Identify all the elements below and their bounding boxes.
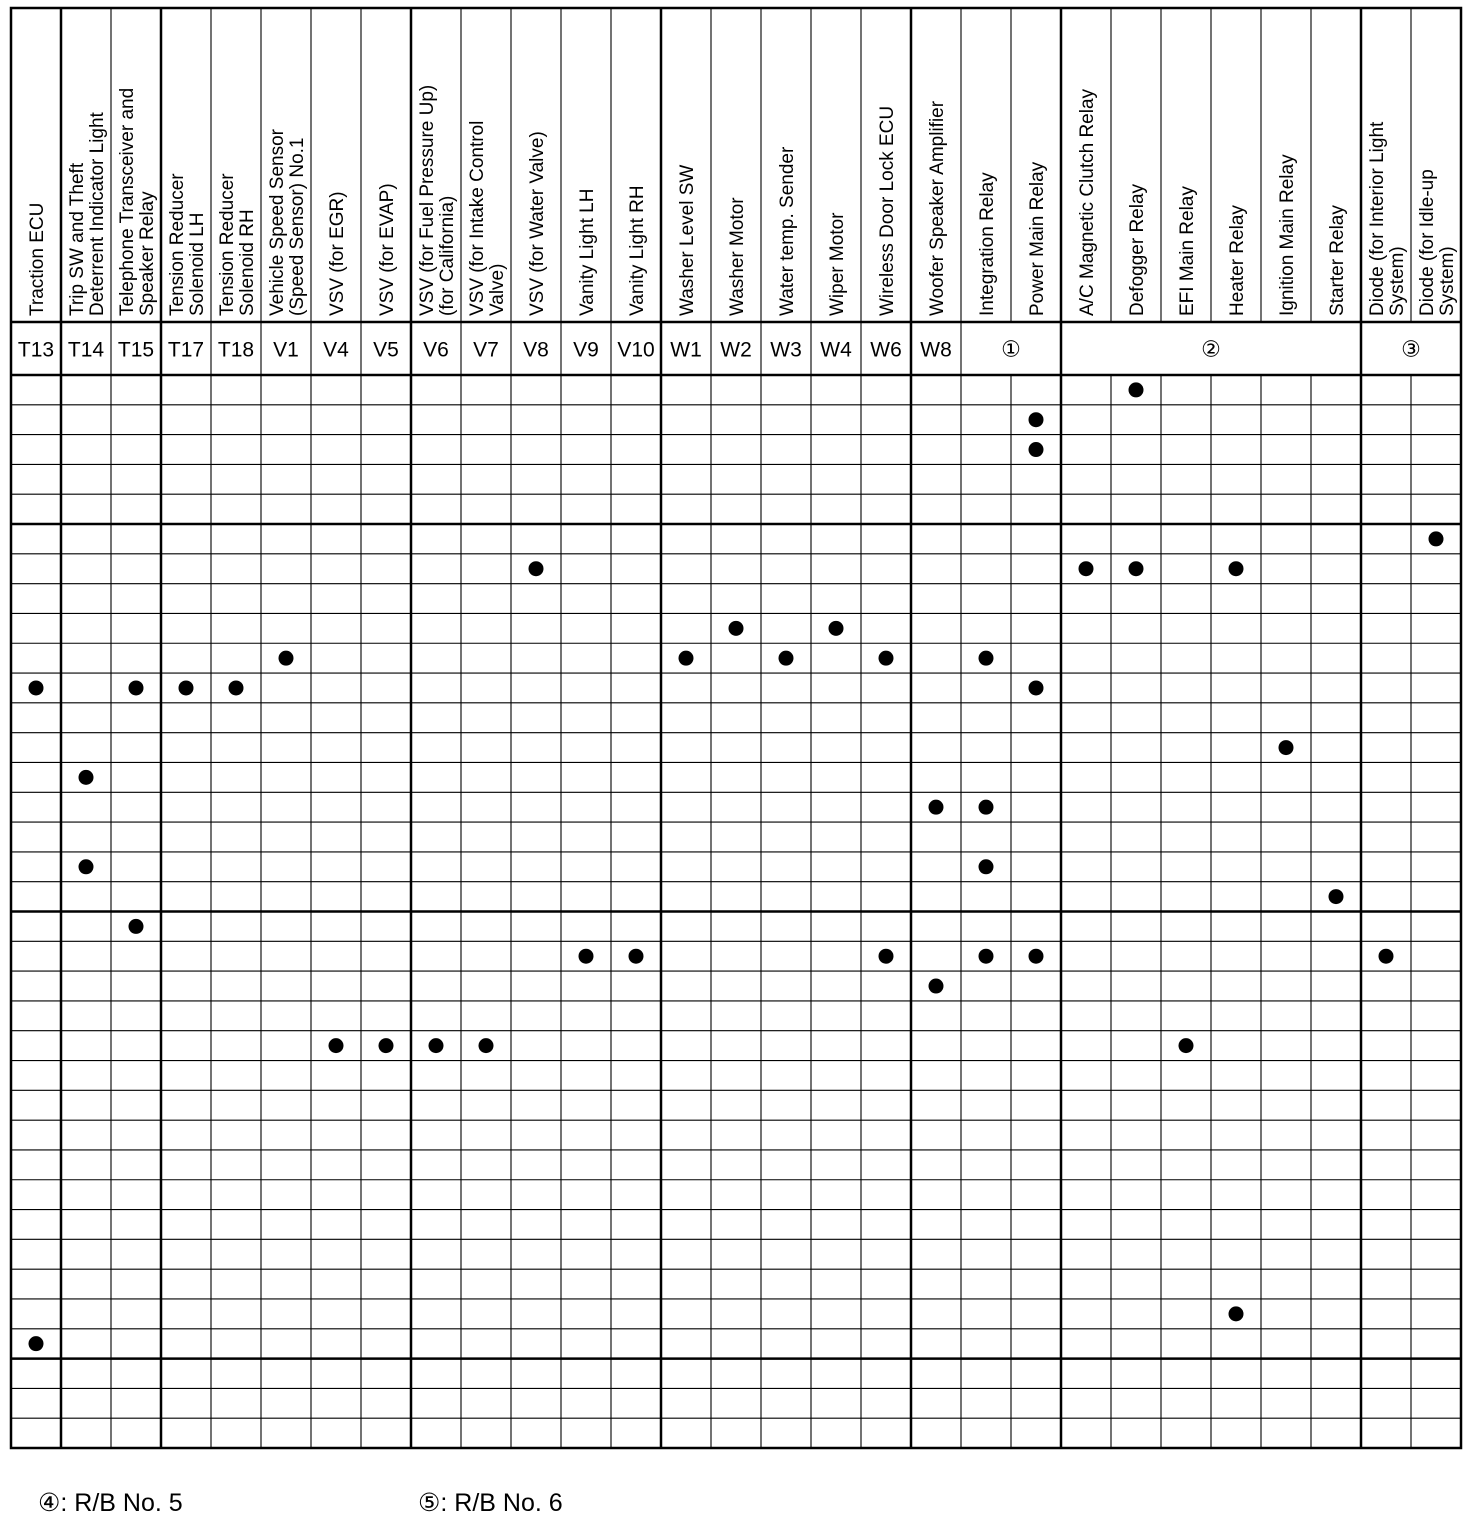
- connection-dot: [579, 949, 594, 964]
- connector-code: W6: [870, 338, 902, 362]
- column-header-label: Diode (for Interior Light: [1367, 121, 1388, 316]
- connection-dot: [279, 651, 294, 666]
- column-header-label: Tension Reducer: [217, 173, 238, 316]
- column-header-label: Speaker Relay: [137, 191, 158, 316]
- connector-code: V7: [473, 338, 499, 362]
- column-header-label: System): [1387, 246, 1408, 316]
- group-marker: ①: [1001, 337, 1021, 363]
- connection-dot: [1229, 561, 1244, 576]
- connector-code: T18: [217, 338, 255, 362]
- column-header-label: Solenoid RH: [237, 209, 258, 316]
- connection-dot: [1029, 949, 1044, 964]
- connection-dot: [979, 949, 994, 964]
- footnote-rb-5: ④: R/B No. 5: [38, 1489, 183, 1517]
- connector-code: V6: [423, 338, 449, 362]
- column-header-label: Valve): [487, 263, 508, 316]
- column-header-label: Deterrent Indicator Light: [87, 112, 108, 316]
- column-header-label: Starter Relay: [1327, 205, 1348, 316]
- connection-dot: [679, 651, 694, 666]
- column-header-label: Woofer Speaker Amplifier: [927, 100, 948, 316]
- connector-code: W2: [720, 338, 752, 362]
- connector-code: W3: [770, 338, 802, 362]
- connection-dot: [129, 919, 144, 934]
- connection-dot: [79, 859, 94, 874]
- column-header-label: Telephone Transceiver and: [117, 87, 138, 316]
- column-header-label: Heater Relay: [1227, 205, 1248, 316]
- connector-code: W1: [670, 338, 702, 362]
- column-header-label: Diode (for Idle-up: [1417, 169, 1438, 316]
- connection-dot: [829, 621, 844, 636]
- column-header-label: Ignition Main Relay: [1277, 154, 1298, 316]
- column-header-label: Wiper Motor: [827, 212, 848, 316]
- connector-code: T17: [167, 338, 205, 362]
- column-header-label: Traction ECU: [27, 202, 48, 316]
- connection-dot: [179, 680, 194, 695]
- connection-dot: [29, 1336, 44, 1351]
- column-header-label: Trip SW and Theft: [67, 162, 88, 316]
- connector-code: V10: [617, 338, 655, 362]
- connection-dot: [1329, 889, 1344, 904]
- column-header-label: Wireless Door Lock ECU: [877, 105, 898, 316]
- connection-dot: [29, 680, 44, 695]
- connection-dot: [1229, 1306, 1244, 1321]
- connector-code: V4: [323, 338, 349, 362]
- connection-dot: [79, 770, 94, 785]
- column-header-label: Integration Relay: [977, 172, 998, 316]
- column-header-label: System): [1437, 246, 1458, 316]
- connection-dot: [929, 800, 944, 815]
- column-header-label: VSV (for EVAP): [377, 183, 398, 316]
- connector-code: V9: [573, 338, 599, 362]
- group-marker: ②: [1201, 337, 1221, 363]
- column-header-label: A/C Magnetic Clutch Relay: [1077, 88, 1098, 316]
- connection-dot: [879, 651, 894, 666]
- connection-dot: [1279, 740, 1294, 755]
- connection-dot: [1029, 442, 1044, 457]
- column-header-label: Vehicle Speed Sensor: [267, 129, 288, 316]
- connector-code: W8: [920, 338, 952, 362]
- connection-dot: [729, 621, 744, 636]
- column-header-label: Washer Motor: [727, 197, 748, 316]
- connection-dot: [629, 949, 644, 964]
- connection-dot: [1029, 680, 1044, 695]
- column-header-label: (for California): [437, 195, 458, 316]
- connection-dot: [1429, 531, 1444, 546]
- connection-dot: [1129, 382, 1144, 397]
- connection-dot: [129, 680, 144, 695]
- column-header-label: Vanity Light RH: [627, 185, 648, 316]
- connection-dot: [329, 1038, 344, 1053]
- connection-dot: [1179, 1038, 1194, 1053]
- connector-code: V8: [523, 338, 549, 362]
- connector-code: V5: [373, 338, 399, 362]
- connection-dot: [979, 651, 994, 666]
- column-header-label: Water temp. Sender: [777, 146, 798, 316]
- connector-code: T15: [117, 338, 155, 362]
- connector-code: V1: [273, 338, 299, 362]
- column-header-label: VSV (for Water Valve): [527, 131, 548, 316]
- column-header-label: Tension Reducer: [167, 173, 188, 316]
- column-header-label: Defogger Relay: [1127, 183, 1148, 316]
- connection-dot: [1379, 949, 1394, 964]
- connection-dot: [429, 1038, 444, 1053]
- group-marker: ③: [1401, 337, 1421, 363]
- connection-dot: [1079, 561, 1094, 576]
- column-header-label: (Speed Sensor) No.1: [287, 137, 308, 316]
- column-header-label: Solenoid LH: [187, 212, 208, 316]
- connection-dot: [979, 859, 994, 874]
- column-header-label: Power Main Relay: [1027, 161, 1048, 316]
- connector-code: T13: [17, 338, 55, 362]
- connection-dot: [229, 680, 244, 695]
- column-header-label: Vanity Light LH: [577, 188, 598, 316]
- connection-dot: [1029, 412, 1044, 427]
- column-header-label: Washer Level SW: [677, 164, 698, 316]
- connection-dot: [529, 561, 544, 576]
- connector-code: T14: [67, 338, 105, 362]
- column-header-label: EFI Main Relay: [1177, 186, 1198, 316]
- connection-dot: [379, 1038, 394, 1053]
- connection-dot: [929, 979, 944, 994]
- footnote-rb-6: ⑤: R/B No. 6: [418, 1489, 563, 1517]
- connection-dot: [1129, 561, 1144, 576]
- column-header-label: VSV (for EGR): [327, 191, 348, 316]
- connection-dot: [779, 651, 794, 666]
- connection-dot: [879, 949, 894, 964]
- connection-dot: [979, 800, 994, 815]
- connector-code: W4: [820, 338, 852, 362]
- connection-dot: [479, 1038, 494, 1053]
- column-header-label: VSV (for Intake Control: [467, 120, 488, 316]
- column-header-label: VSV (for Fuel Pressure Up): [417, 84, 438, 316]
